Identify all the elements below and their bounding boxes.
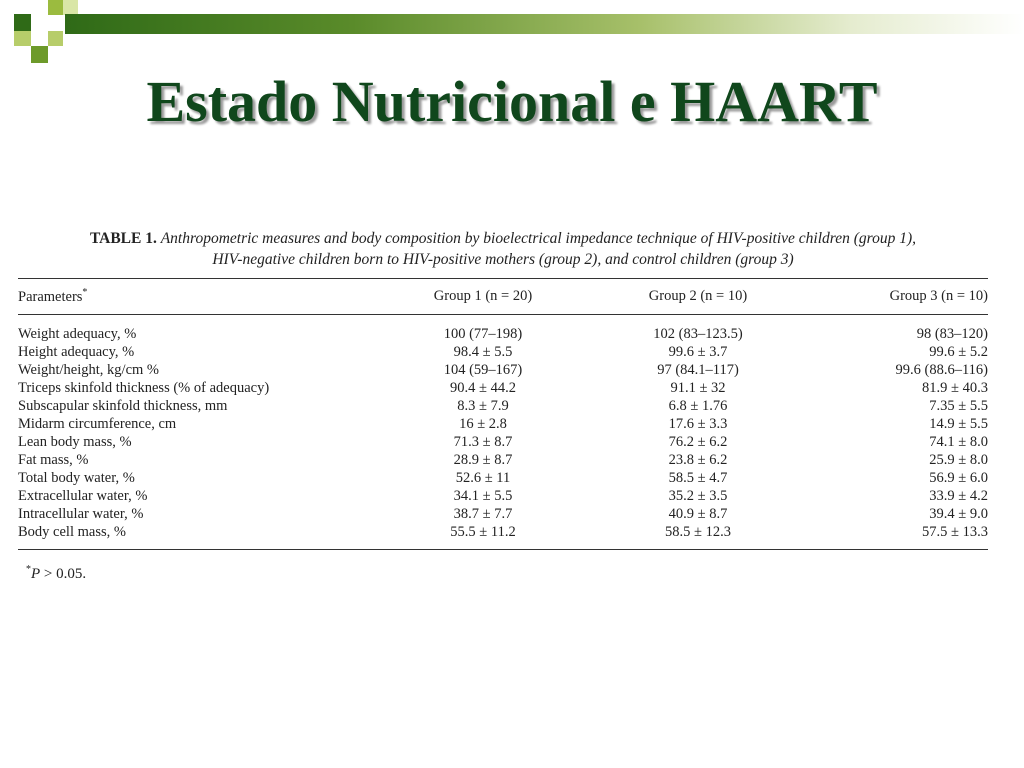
cell-group-3: 99.6 ± 5.2 (929, 343, 988, 360)
table-row (18, 379, 988, 397)
cell-parameter: Body cell mass, % (18, 523, 378, 550)
cell-group-2: 91.1 ± 32 (670, 379, 726, 396)
cell-group-3: 57.5 ± 13.3 (808, 523, 988, 550)
caption-line-1: Anthropometric measures and body composition by bioelectrical impedance technique of HIV-positive children (group 1), (160, 230, 917, 247)
decor-square (14, 14, 31, 31)
cell-parameter: Intracellular water, % (18, 505, 144, 522)
footnote-mark: * (26, 563, 31, 575)
cell-group-2: 6.8 ± 1.76 (668, 397, 728, 414)
footnote-variable: P (31, 565, 41, 582)
cell-group-2: 76.2 ± 6.2 (668, 433, 728, 450)
cell-group-3: 98 (83–120) (916, 325, 988, 342)
header-parameters-mark: * (82, 287, 88, 298)
cell-group-1: 38.7 ± 7.7 (453, 505, 513, 522)
cell-group-2: 40.9 ± 8.7 (668, 505, 728, 522)
cell-group-1: 90.4 ± 44.2 (450, 379, 516, 396)
cell-parameter: Midarm circumference, cm (18, 415, 177, 432)
cell-group-2: 17.6 ± 3.3 (668, 415, 728, 432)
data-table (18, 278, 988, 550)
footnote-text: > 0.05. (40, 565, 87, 582)
cell-parameter: Lean body mass, % (18, 433, 132, 450)
cell-parameter: Weight/height, kg/cm % (18, 361, 159, 378)
cell-group-2: 97 (84.1–117) (657, 361, 739, 378)
table-row (18, 314, 988, 343)
cell-parameter: Triceps skinfold thickness (% of adequacy) (18, 379, 270, 396)
header-gradient-bar (65, 14, 1024, 34)
cell-group-1: 28.9 ± 8.7 (453, 451, 513, 468)
cell-group-1: 100 (77–198) (443, 325, 523, 342)
table-row (18, 397, 988, 415)
cell-group-2: 58.5 ± 12.3 (588, 523, 808, 550)
cell-group-3: 39.4 ± 9.0 (929, 505, 988, 522)
decor-square (14, 31, 31, 46)
cell-group-3: 74.1 ± 8.0 (929, 433, 988, 450)
table-row (18, 487, 988, 505)
decor-square (48, 31, 63, 46)
cell-group-3: 56.9 ± 6.0 (929, 469, 988, 486)
table-row (18, 343, 988, 361)
cell-group-3: 81.9 ± 40.3 (922, 379, 988, 396)
cell-group-1: 71.3 ± 8.7 (453, 433, 513, 450)
cell-parameter: Extracellular water, % (18, 487, 148, 504)
table-row (18, 523, 988, 550)
header-row (18, 279, 988, 315)
cell-group-1: 8.3 ± 7.9 (457, 397, 509, 414)
slide-title: Estado Nutricional e HAART (146, 69, 878, 134)
table-row (18, 361, 988, 379)
cell-group-2: 58.5 ± 4.7 (668, 469, 728, 486)
table-row (18, 505, 988, 523)
header-parameters-label: Parameters (18, 288, 83, 305)
cell-group-2: 35.2 ± 3.5 (668, 487, 728, 504)
table-row (18, 469, 988, 487)
table-footnote (26, 564, 988, 583)
cell-group-3: 14.9 ± 5.5 (929, 415, 988, 432)
table-body (18, 314, 988, 549)
header-group-1: Group 1 (n = 20) (378, 279, 588, 315)
cell-group-1: 16 ± 2.8 (459, 415, 507, 432)
cell-group-1: 52.6 ± 11 (455, 469, 511, 486)
decor-square (31, 46, 48, 63)
header-group-3: Group 3 (n = 10) (808, 279, 988, 315)
table-row (18, 415, 988, 433)
cell-parameter: Fat mass, % (18, 451, 89, 468)
cell-group-3: 33.9 ± 4.2 (929, 487, 988, 504)
cell-parameter: Weight adequacy, % (18, 325, 137, 342)
table-row (18, 433, 988, 451)
table-caption (18, 228, 988, 270)
cell-parameter: Height adequacy, % (18, 343, 135, 360)
header-group-2: Group 2 (n = 10) (588, 279, 808, 315)
cell-group-3: 25.9 ± 8.0 (929, 451, 988, 468)
cell-group-3: 7.35 ± 5.5 (929, 397, 988, 414)
cell-parameter: Subscapular skinfold thickness, mm (18, 397, 228, 414)
cell-group-1: 55.5 ± 11.2 (378, 523, 588, 550)
cell-parameter: Total body water, % (18, 469, 135, 486)
cell-group-2: 23.8 ± 6.2 (668, 451, 728, 468)
cell-group-2: 102 (83–123.5) (653, 325, 743, 342)
table-row (18, 451, 988, 469)
caption-label: TABLE 1. (89, 230, 157, 247)
cell-group-1: 104 (59–167) (443, 361, 523, 378)
header-parameters (18, 279, 378, 315)
decor-square (63, 0, 78, 15)
cell-group-2: 99.6 ± 3.7 (668, 343, 728, 360)
caption-line-2: HIV-negative children born to HIV-positive mothers (group 2), and control children (group 3) (212, 251, 794, 268)
table-figure (18, 228, 988, 583)
cell-group-3: 99.6 (88.6–116) (895, 361, 988, 378)
cell-group-1: 98.4 ± 5.5 (453, 343, 513, 360)
cell-group-1: 34.1 ± 5.5 (453, 487, 513, 504)
